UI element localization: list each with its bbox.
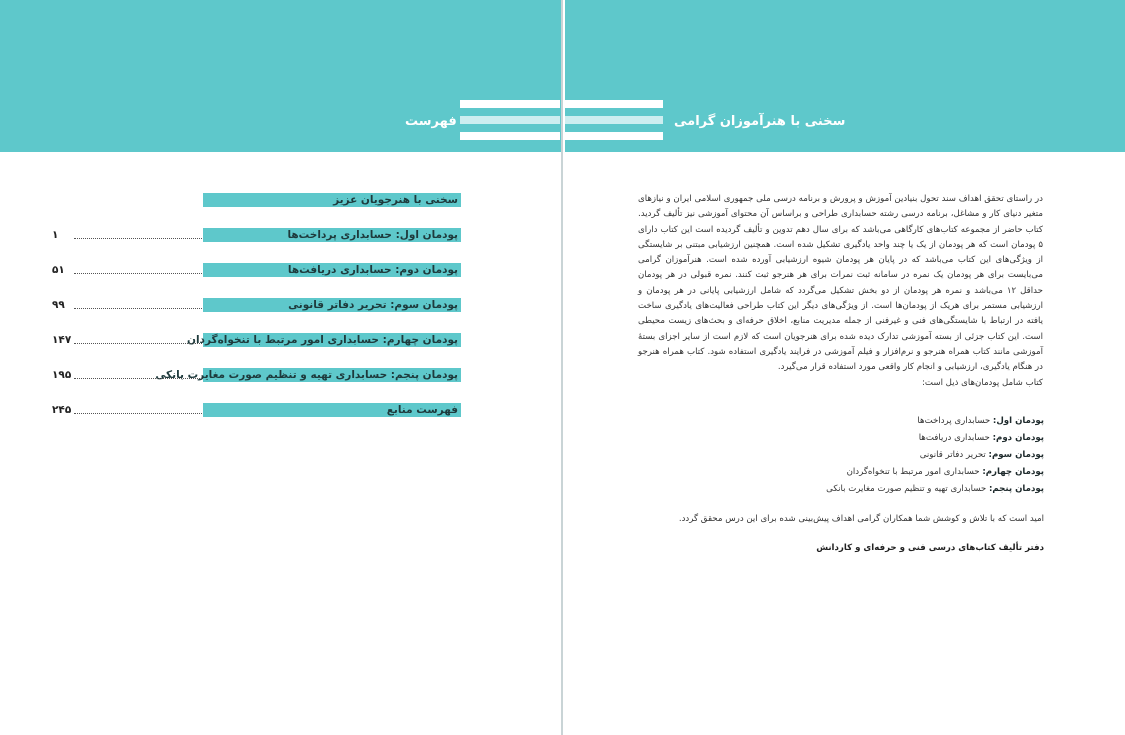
module-name: پودمان دوم: <box>992 433 1044 443</box>
preface-body <box>638 192 1043 391</box>
toc-item[interactable] <box>52 193 462 207</box>
module-name: پودمان اول: <box>992 416 1044 426</box>
header-stripe <box>565 116 663 124</box>
toc-item[interactable] <box>52 228 462 242</box>
toc-leader-dots <box>74 273 202 274</box>
toc-item[interactable] <box>52 263 462 277</box>
toc-heading: فهرست <box>405 114 457 129</box>
toc-item[interactable] <box>52 403 462 417</box>
preface-heading: سخنی با هنرآموزان گرامی <box>674 114 846 129</box>
module-name: پودمان چهارم: <box>982 467 1044 477</box>
module-desc: حسابداری پرداخت‌ها <box>917 416 991 426</box>
toc-leader-dots <box>74 238 202 239</box>
header-stripe <box>565 100 663 108</box>
module-desc: تحریر دفاتر قانونی <box>919 450 986 460</box>
closing-sentence: امید است که با تلاش و کوشش شما همکاران گرامی اهداف پیش‌بینی شده برای این درس محقق گردد. <box>678 514 1044 524</box>
toc-item-label: پودمان اول: حسابداری پرداخت‌ها <box>287 229 458 241</box>
module-name: پودمان پنجم: <box>988 484 1044 494</box>
toc-item-label: سخنی با هنرجویان عزیز <box>333 194 458 206</box>
header-stripe <box>460 100 560 108</box>
toc-item-label: پودمان پنجم: حسابداری تهیه و تنظیم صورت مغایرت بانکی <box>155 369 458 381</box>
list-item <box>640 413 1044 430</box>
header-stripe <box>460 132 560 140</box>
list-item <box>640 447 1044 464</box>
toc-page-number: ۲۴۵ <box>52 404 72 416</box>
toc-page-number: ۱۴۷ <box>52 334 72 346</box>
header-stripe <box>460 116 560 124</box>
toc-item-label: فهرست منابع <box>386 404 458 416</box>
toc-page-number: ۱ <box>52 229 59 241</box>
toc-item-label: پودمان دوم: حسابداری دریافت‌ها <box>287 264 458 276</box>
toc-item-label: پودمان سوم: تحریر دفاتر قانونی <box>288 299 458 311</box>
module-name: پودمان سوم: <box>988 450 1044 460</box>
list-item <box>640 481 1044 498</box>
module-desc: حسابداری تهیه و تنظیم صورت مغایرت بانکی <box>826 484 987 494</box>
list-item <box>640 464 1044 481</box>
module-desc: حسابداری دریافت‌ها <box>918 433 990 443</box>
toc-leader-dots <box>74 413 202 414</box>
spine-highlight <box>563 0 565 152</box>
toc-item[interactable] <box>52 333 462 347</box>
header-stripe <box>565 132 663 140</box>
toc-page-number: ۱۹۵ <box>52 369 72 381</box>
toc-page-number: ۵۱ <box>52 264 65 276</box>
toc-page-number: ۹۹ <box>52 299 65 311</box>
list-item <box>640 430 1044 447</box>
toc-leader-dots <box>74 343 202 344</box>
toc-item-label: پودمان چهارم: حسابداری امور مرتبط با تنخواه‌گردان <box>187 334 458 346</box>
toc-leader-dots <box>74 378 202 379</box>
toc-item[interactable] <box>52 298 462 312</box>
toc-item[interactable] <box>52 368 462 382</box>
table-of-contents <box>52 193 462 438</box>
modules-lead: کتاب شامل پودمان‌های ذیل است: <box>922 377 1043 388</box>
publisher-signature: دفتر تألیف کتاب‌های درسی فنی و حرفه‌ای و کاردانش <box>816 543 1044 553</box>
preface-paragraph: در راستای تحقق اهداف سند تحول بنیادین آموزش و پرورش و برنامه درسی ملی جمهوری اسلامی ایران و نیازهای متغیر دنیای کار و مشاغل، برنامه درسی رشته حسابداری طراحی و براساس آن محتوای آموزشی نیز تألیف گردید. کتاب حاضر از مجموعه کتاب‌های کارگاهی می‌باشد که برای سال دهم تدوین و تألیف گردیده است این کتاب دارای ۵ پودمان است که هر پودمان از یک یا چند واحد یادگیری تشکیل شده است. همچنین ارزشیابی مبتنی بر شایستگی از ویژگی‌های این کتاب می‌باشد که در پایان هر پودمان شیوه ارزشیابی آورده شده است. هنرآموزان گرامی می‌بایست برای هر پودمان یک نمره در سامانه ثبت نمرات برای هر هنرجو ثبت کنند. نمره قبولی در هر پودمان حداقل ۱۲ می‌باشد و نمره هر پودمان از دو بخش تشکیل می‌گردد که شامل ارزشیابی پایانی در هر پودمان و ارزشیابی مستمر برای هریک از پودمان‌ها است. از ویژگی‌های دیگر این کتاب طراحی فعالیت‌های یادگیری ساخت یافته در ارتباط با شایستگی‌های فنی و غیرفنی از جمله مدیریت منابع، اخلاق حرفه‌ای و بحث‌های زیست محیطی است. این کتاب جزئی از بسته آموزشی تدارک دیده شده برای هنرجویان است که لازم است از سایر اجزای بستهٔ آموزشی مانند کتاب همراه هنرجو و نرم‌افزار و فیلم آموزشی در فرایند یادگیری استفاده شود. کتاب همراه هنرجو در هنگام یادگیری، ارزشیابی و انجام کار واقعی مورد استفاده قرار می‌گیرد. <box>638 194 1043 373</box>
module-desc: حسابداری امور مرتبط با تنخواه‌گردان <box>846 467 980 477</box>
toc-leader-dots <box>74 308 202 309</box>
module-list <box>640 413 1044 498</box>
